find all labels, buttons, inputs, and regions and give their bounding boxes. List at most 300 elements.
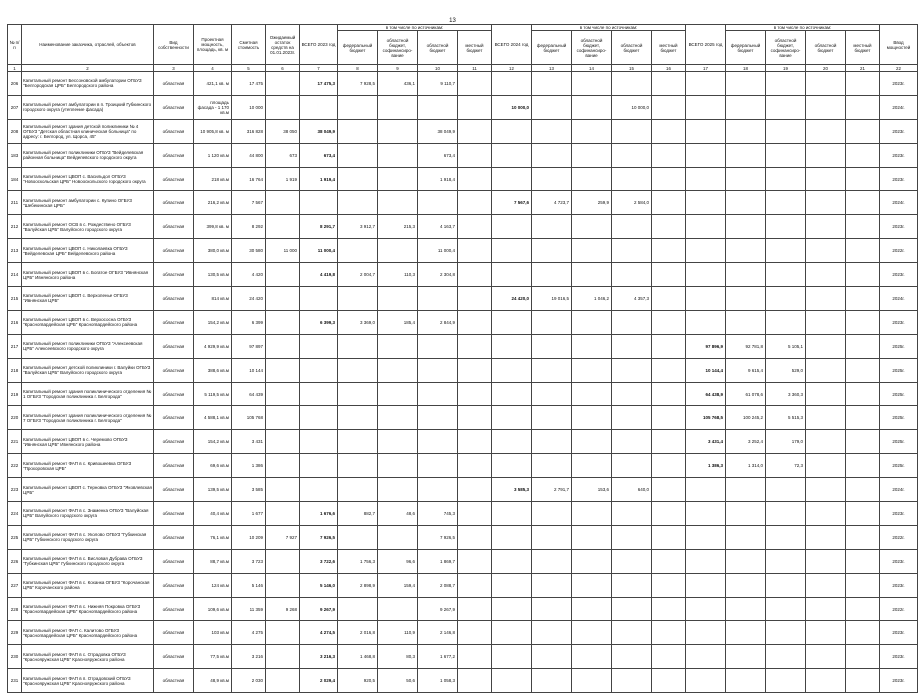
column-number: 10 [418,65,458,72]
column-number: 7 [300,65,338,72]
local-2024-cell [652,573,686,597]
regional-cofin-2023-cell: 50,6 [378,669,418,693]
total-2025-cell [686,549,726,573]
local-2023-cell [458,95,492,119]
header-obl-2023: областной бюджет [418,31,458,65]
column-number: 6 [266,65,300,72]
total-2024-cell [492,454,532,478]
object-name-cell: Капитальный ремонт ФАП в с. Отрадовка ОГБУЗ "Краснояружская ЦРБ" Краснояружского района [22,645,154,669]
commissioning-year-cell: 2023г. [880,502,918,526]
local-2023-cell [458,191,492,215]
local-2024-cell [652,310,686,334]
regional-cofin-2024-cell: 153,6 [572,478,612,502]
header-commissioning: Ввод мощностей [880,25,918,65]
total-2023-cell: 6 399,3 [300,310,338,334]
local-2024-cell [652,525,686,549]
object-name-cell: Капитальный ремонт поликлиники ОГБУЗ "Вейделевская районная больница" Вейделевского городского округа [22,143,154,167]
remaining-funds-cell: 11 000 [266,239,300,263]
page-number: 13 [449,18,456,24]
federal-2025-cell [726,215,766,239]
regional-cofin-2023-cell [378,167,418,191]
federal-2024-cell [532,621,572,645]
regional-cofin-2024-cell [572,573,612,597]
regional-cofin-2024-cell [572,95,612,119]
regional-cofin-2024-cell [572,119,612,143]
local-2023-cell [458,669,492,693]
header-rest: Ожидаемый остаток средств на 01.01.2023г. [266,25,300,65]
regional-cofin-2025-cell [766,525,806,549]
local-2024-cell [652,119,686,143]
local-2023-cell [458,597,492,621]
federal-2025-cell: 92 781,8 [726,334,766,358]
total-2023-cell [300,478,338,502]
regional-2023-cell [418,430,458,454]
commissioning-year-cell: 2023г. [880,621,918,645]
regional-2024-cell: 10 000,0 [612,95,652,119]
regional-cofin-2023-cell [378,454,418,478]
federal-2024-cell [532,430,572,454]
column-number: 12 [492,65,532,72]
federal-2025-cell [726,621,766,645]
object-name-cell: Капитальный ремонт ФАП в п. Отрадовский ОГБУЗ "Краснояружская ЦРБ" Краснояружского района [22,669,154,693]
regional-2024-cell [612,573,652,597]
federal-2024-cell [532,358,572,382]
ownership-type-cell: областная [154,167,194,191]
federal-2024-cell [532,549,572,573]
federal-2025-cell [726,502,766,526]
local-2024-cell [652,502,686,526]
ownership-type-cell: областная [154,478,194,502]
total-2024-cell [492,525,532,549]
local-2025-cell [846,358,880,382]
table-row [8,454,918,478]
regional-2025-cell [806,669,846,693]
remaining-funds-cell [266,334,300,358]
total-2023-cell: 1 676,6 [300,502,338,526]
regional-2024-cell [612,502,652,526]
commissioning-year-cell: 2024г. [880,287,918,311]
regional-cofin-2025-cell: 72,3 [766,454,806,478]
area-value-cell: 218 кв.м [194,167,232,191]
regional-cofin-2025-cell [766,95,806,119]
commissioning-year-cell: 2025г. [880,358,918,382]
total-2024-cell: 3 585,3 [492,478,532,502]
regional-cofin-2024-cell [572,597,612,621]
regional-cofin-2025-cell [766,549,806,573]
ownership-type-cell: областная [154,406,194,430]
local-2024-cell [652,478,686,502]
federal-2023-cell: 2 004,7 [338,263,378,287]
federal-2023-cell [338,191,378,215]
regional-2024-cell [612,72,652,96]
ownership-type-cell: областная [154,143,194,167]
regional-2025-cell [806,119,846,143]
federal-2024-cell [532,573,572,597]
commissioning-year-cell: 2022г. [880,525,918,549]
header-total-2024: ВСЕГО 2024 год [492,25,532,65]
regional-2024-cell [612,310,652,334]
total-2025-cell [686,478,726,502]
local-2023-cell [458,263,492,287]
header-obl-2024: областной бюджет [612,31,652,65]
local-2025-cell [846,669,880,693]
ownership-type-cell: областная [154,382,194,406]
object-name-cell: Капитальный ремонт здания поликлинического отделения № 1 ОГБУЗ "Городская поликлиника г. Белгорода" [22,382,154,406]
table-row [8,334,918,358]
area-value-cell: 40,4 кв.м [194,502,232,526]
regional-2024-cell [612,119,652,143]
local-2024-cell [652,382,686,406]
local-2024-cell [652,430,686,454]
federal-2023-cell: 2 898,9 [338,573,378,597]
regional-cofin-2024-cell [572,72,612,96]
federal-2025-cell [726,191,766,215]
remaining-funds-cell [266,669,300,693]
total-2024-cell [492,669,532,693]
total-2025-cell [686,287,726,311]
remaining-funds-cell [266,72,300,96]
ownership-type-cell: областная [154,119,194,143]
regional-2024-cell [612,239,652,263]
commissioning-year-cell: 2023г. [880,645,918,669]
estimated-cost-cell: 1 386 [232,454,266,478]
estimated-cost-cell: 316 828 [232,119,266,143]
regional-2023-cell [418,191,458,215]
table-row [8,95,918,119]
regional-2023-cell: 1 058,3 [418,669,458,693]
regional-cofin-2025-cell [766,287,806,311]
regional-cofin-2024-cell [572,645,612,669]
total-2025-cell [686,167,726,191]
column-number: 19 [766,65,806,72]
regional-2023-cell [418,454,458,478]
total-2025-cell [686,239,726,263]
federal-2025-cell [726,645,766,669]
row-number-cell: 208 [8,119,22,143]
regional-cofin-2023-cell: 436,1 [378,72,418,96]
total-2025-cell: 64 438,9 [686,382,726,406]
estimated-cost-cell: 3 216 [232,645,266,669]
regional-cofin-2024-cell [572,525,612,549]
regional-cofin-2024-cell [572,263,612,287]
total-2025-cell [686,573,726,597]
table-row [8,669,918,693]
estimated-cost-cell: 11 359 [232,597,266,621]
area-value-cell: 109,6 кв.м [194,597,232,621]
federal-2025-cell: 100 245,2 [726,406,766,430]
area-value-cell: 77,5 кв.м [194,645,232,669]
total-2024-cell [492,621,532,645]
object-name-cell: Капитальный ремонт ЦВОП с. Васильдол ОГБУЗ "Новооскольская ЦРБ" Новооскольского городского округа [22,167,154,191]
regional-cofin-2025-cell [766,239,806,263]
local-2023-cell [458,239,492,263]
total-2024-cell [492,239,532,263]
area-value-cell: 139,5 кв.м [194,478,232,502]
total-2023-cell: 5 146,0 [300,573,338,597]
federal-2023-cell [338,454,378,478]
remaining-funds-cell [266,502,300,526]
commissioning-year-cell: 2023г. [880,573,918,597]
local-2025-cell [846,430,880,454]
federal-2024-cell [532,502,572,526]
local-2023-cell [458,215,492,239]
remaining-funds-cell [266,645,300,669]
regional-cofin-2023-cell: 185,4 [378,310,418,334]
regional-2024-cell [612,263,652,287]
column-number: 13 [532,65,572,72]
federal-2025-cell: 1 314,0 [726,454,766,478]
local-2024-cell [652,669,686,693]
federal-2023-cell: 1 756,3 [338,549,378,573]
estimated-cost-cell: 105 768 [232,406,266,430]
remaining-funds-cell [266,430,300,454]
total-2025-cell: 10 144,4 [686,358,726,382]
total-2023-cell: 9 267,9 [300,597,338,621]
total-2024-cell [492,502,532,526]
regional-cofin-2025-cell: 3 360,3 [766,382,806,406]
federal-2023-cell: 3 369,0 [338,310,378,334]
federal-2023-cell [338,143,378,167]
local-2024-cell [652,239,686,263]
commissioning-year-cell: 2023г. [880,167,918,191]
total-2025-cell [686,525,726,549]
total-2025-cell [686,119,726,143]
regional-cofin-2024-cell [572,430,612,454]
total-2024-cell [492,215,532,239]
regional-2023-cell: 2 844,9 [418,310,458,334]
local-2023-cell [458,382,492,406]
regional-2024-cell [612,430,652,454]
local-2024-cell [652,72,686,96]
regional-cofin-2025-cell [766,621,806,645]
header-loc-2025: местный бюджет [846,31,880,65]
federal-2024-cell [532,454,572,478]
federal-2024-cell [532,263,572,287]
estimated-cost-cell: 1 677 [232,502,266,526]
row-number-cell: 216 [8,310,22,334]
federal-2023-cell: 882,7 [338,502,378,526]
table-row [8,287,918,311]
area-value-cell: 69,6 кв.м [194,454,232,478]
object-name-cell: Капитальный ремонт здания детской поликлиники № 4 ОГБУЗ "Детская областная клиническая больница" по адресу: г. Белгород, ул. Щорса, 45" [22,119,154,143]
local-2025-cell [846,143,880,167]
total-2023-cell: 17 475,3 [300,72,338,96]
regional-cofin-2023-cell [378,239,418,263]
area-value-cell: площадь фасада - 1 170 кв.м [194,95,232,119]
total-2024-cell [492,263,532,287]
total-2025-cell [686,310,726,334]
table-row [8,597,918,621]
regional-cofin-2025-cell: 5 105,1 [766,334,806,358]
total-2025-cell [686,597,726,621]
local-2025-cell [846,72,880,96]
commissioning-year-cell: 2022г. [880,597,918,621]
total-2025-cell [686,191,726,215]
regional-2024-cell [612,597,652,621]
regional-2023-cell: 1 869,7 [418,549,458,573]
federal-2025-cell [726,525,766,549]
regional-cofin-2025-cell [766,72,806,96]
regional-2025-cell [806,215,846,239]
total-2023-cell [300,95,338,119]
local-2025-cell [846,334,880,358]
header-loc-2023: местный бюджет [458,31,492,65]
object-name-cell: Капитальный ремонт здания поликлинического отделения № 7 ОГБУЗ "Городская поликлиника г. Белгорода" [22,406,154,430]
local-2023-cell [458,645,492,669]
regional-cofin-2023-cell [378,95,418,119]
regional-2024-cell [612,358,652,382]
regional-2023-cell [418,382,458,406]
object-name-cell: Капитальный ремонт ФАП в с. Уколово ОГБУЗ "Губкинская ЦРБ" Губкинского городского округа [22,525,154,549]
object-name-cell: Капитальный ремонт ОСВ в с. Рождествено ОГБУЗ "Валуйская ЦРБ" Валуйского городского округа [22,215,154,239]
estimated-cost-cell: 3 585 [232,478,266,502]
regional-2024-cell [612,406,652,430]
local-2023-cell [458,143,492,167]
header-name: Наименование заказчика, отраслей, объектов [22,25,154,65]
row-number-cell: 217 [8,334,22,358]
column-number: 18 [726,65,766,72]
regional-cofin-2023-cell [378,597,418,621]
remaining-funds-cell [266,95,300,119]
regional-2024-cell: 640,0 [612,478,652,502]
local-2023-cell [458,287,492,311]
regional-2023-cell [418,478,458,502]
federal-2025-cell [726,95,766,119]
commissioning-year-cell: 2023г. [880,669,918,693]
header-ownership: Вид собственности [154,25,194,65]
regional-2023-cell: 7 926,5 [418,525,458,549]
remaining-funds-cell [266,382,300,406]
remaining-funds-cell [266,454,300,478]
estimated-cost-cell: 2 030 [232,669,266,693]
regional-2025-cell [806,406,846,430]
column-number: 5 [232,65,266,72]
federal-2023-cell [338,478,378,502]
regional-2025-cell [806,478,846,502]
local-2024-cell [652,645,686,669]
table-row [8,621,918,645]
regional-2025-cell [806,95,846,119]
estimated-cost-cell: 4 420 [232,263,266,287]
remaining-funds-cell [266,358,300,382]
local-2025-cell [846,525,880,549]
column-number: 16 [652,65,686,72]
area-value-cell: 814 кв.м [194,287,232,311]
federal-2025-cell [726,167,766,191]
ownership-type-cell: областная [154,645,194,669]
federal-2025-cell [726,143,766,167]
local-2025-cell [846,95,880,119]
commissioning-year-cell: 2025г. [880,454,918,478]
row-number-cell: 229 [8,621,22,645]
local-2025-cell [846,645,880,669]
area-value-cell: 5 119,5 кв.м [194,382,232,406]
local-2023-cell [458,430,492,454]
commissioning-year-cell: 2025г. [880,406,918,430]
ownership-type-cell: областная [154,287,194,311]
local-2023-cell [458,167,492,191]
commissioning-year-cell: 2024г. [880,478,918,502]
regional-cofin-2024-cell [572,334,612,358]
local-2023-cell [458,334,492,358]
area-value-cell: 380,0 кв.м [194,239,232,263]
table-row [8,502,918,526]
total-2024-cell [492,597,532,621]
regional-2024-cell [612,454,652,478]
total-2024-cell [492,430,532,454]
regional-cofin-2023-cell: 110,9 [378,621,418,645]
header-obl-cofin-2025: областной бюджет, софинансиро-вание [766,31,806,65]
regional-cofin-2024-cell [572,621,612,645]
total-2024-cell [492,645,532,669]
header-obl-cofin-2023: областной бюджет, софинансиро-вание [378,31,418,65]
regional-cofin-2025-cell [766,191,806,215]
column-number: 2 [22,65,154,72]
regional-2023-cell: 745,3 [418,502,458,526]
regional-2024-cell [612,334,652,358]
total-2023-cell: 8 291,7 [300,215,338,239]
federal-2023-cell [338,95,378,119]
object-name-cell: Капитальный ремонт Бессоновской амбулатории ОГБУЗ "Белгородская ЦРБ" Белгородского района [22,72,154,96]
local-2023-cell [458,502,492,526]
total-2023-cell [300,430,338,454]
row-number-cell: 225 [8,525,22,549]
local-2023-cell [458,454,492,478]
estimated-cost-cell: 4 275 [232,621,266,645]
area-value-cell: 154,2 кв.м [194,430,232,454]
regional-cofin-2024-cell [572,310,612,334]
remaining-funds-cell [266,549,300,573]
remaining-funds-cell [266,287,300,311]
commissioning-year-cell: 2023г. [880,310,918,334]
regional-cofin-2025-cell: 179,0 [766,430,806,454]
local-2025-cell [846,263,880,287]
remaining-funds-cell [266,478,300,502]
object-name-cell: Капитальный ремонт амбулатории с. Купино ОГБУЗ "Шебекинская ЦРБ" [22,191,154,215]
local-2024-cell [652,621,686,645]
area-value-cell: 399,8 кв. м [194,215,232,239]
regional-2025-cell [806,549,846,573]
regional-2025-cell [806,310,846,334]
area-value-cell: 88,7 кв.м [194,549,232,573]
federal-2025-cell: 9 615,4 [726,358,766,382]
header-cost: Сметная стоимость [232,25,266,65]
federal-2024-cell [532,143,572,167]
regional-2024-cell [612,143,652,167]
local-2023-cell [458,406,492,430]
header-sources-2024: в том числе по источникам: [532,25,686,31]
object-name-cell: Капитальный ремонт ЦВОП в с. Богатое ОГБУЗ "Ивнянская ЦРБ" Ивнянского района [22,263,154,287]
remaining-funds-cell: 7 927 [266,525,300,549]
regional-cofin-2024-cell [572,549,612,573]
remaining-funds-cell [266,621,300,645]
total-2024-cell: 7 567,6 [492,191,532,215]
row-number-cell: 223 [8,478,22,502]
estimated-cost-cell: 3 431 [232,430,266,454]
local-2025-cell [846,239,880,263]
federal-2024-cell [532,119,572,143]
estimated-cost-cell: 10 144 [232,358,266,382]
area-value-cell: 388,6 кв.м [194,358,232,382]
federal-2024-cell [532,645,572,669]
regional-cofin-2025-cell [766,669,806,693]
federal-2025-cell [726,119,766,143]
row-number-cell: 220 [8,406,22,430]
local-2025-cell [846,167,880,191]
ownership-type-cell: областная [154,215,194,239]
row-number-cell: 228 [8,597,22,621]
area-value-cell: 4 588,1 кв.м [194,406,232,430]
